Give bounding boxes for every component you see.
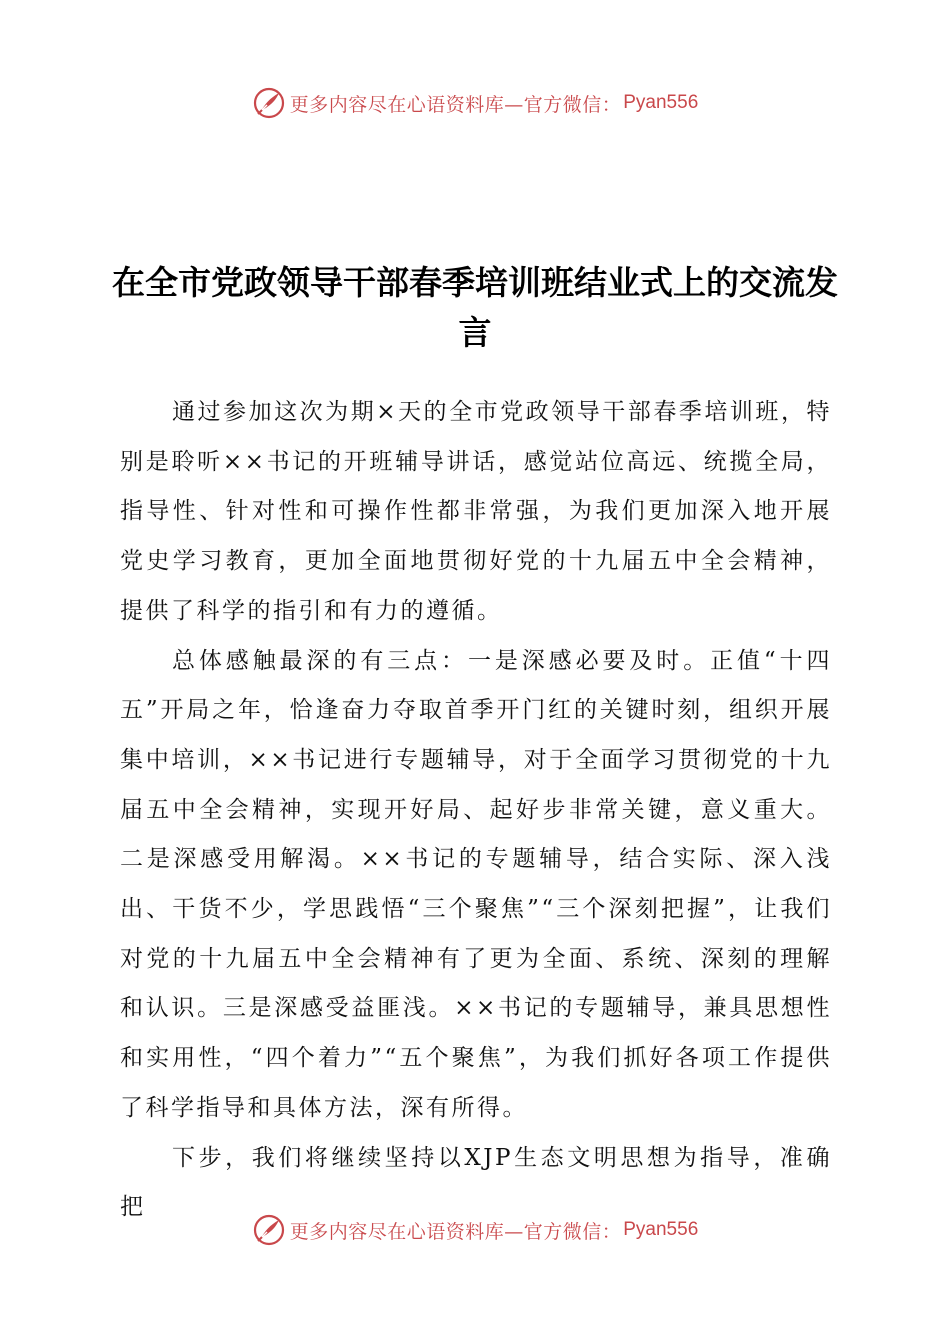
watermark-text: 更多内容尽在心语资料库—官方微信： [289,1220,622,1243]
quill-pen-icon [252,86,286,120]
watermark-wechat-id: Pyan556 [623,1219,699,1240]
footer-watermark [0,1210,950,1250]
paragraph: 下步，我们将继续坚持以XJP生态文明思想为指导，准确把 [120,1144,832,1221]
paragraph: 通过参加这次为期×天的全市党政领导干部春季培训班，特别是聆听××书记的开班辅导讲话，感觉站位高远、统揽全局，指导性、针对性和可操作性都非常强，为我们更加深入地开展党史学习教育，更加全面地贯彻好党的十九届五中全会精神，提供了科学的指引和有力的遵循。 [120,399,832,624]
quill-pen-icon [252,1213,286,1247]
header-watermark [0,83,950,123]
document-title: 在全市党政领导干部春季培训班结业式上的交流发言 [112,263,838,352]
watermark-wechat-id: Pyan556 [623,92,699,113]
paragraph: 总体感触最深的有三点：一是深感必要及时。正值“十四五”开局之年，恰逢奋力夺取首季开门红的关键时刻，组织开展集中培训，××书记进行专题辅导，对于全面学习贯彻党的十九届五中全会精神，实现开好局、起好步非常关键，意义重大。二是深感受用解渴。××书记的专题辅导，结合实际、深入浅出、干货不少，学思践悟“三个聚焦”“三个深刻把握”，让我们对党的十九届五中全会精神有了更为全面、系统、深刻的理解和认识。三是深感受益匪浅。××书记的专题辅导，兼具思想性和实用性，“四个着力”“五个聚焦”，为我们抓好各项工作提供了科学指导和具体方法，深有所得。 [120,647,832,1121]
document-body [120,388,832,1233]
watermark-text: 更多内容尽在心语资料库—官方微信： [289,93,622,116]
